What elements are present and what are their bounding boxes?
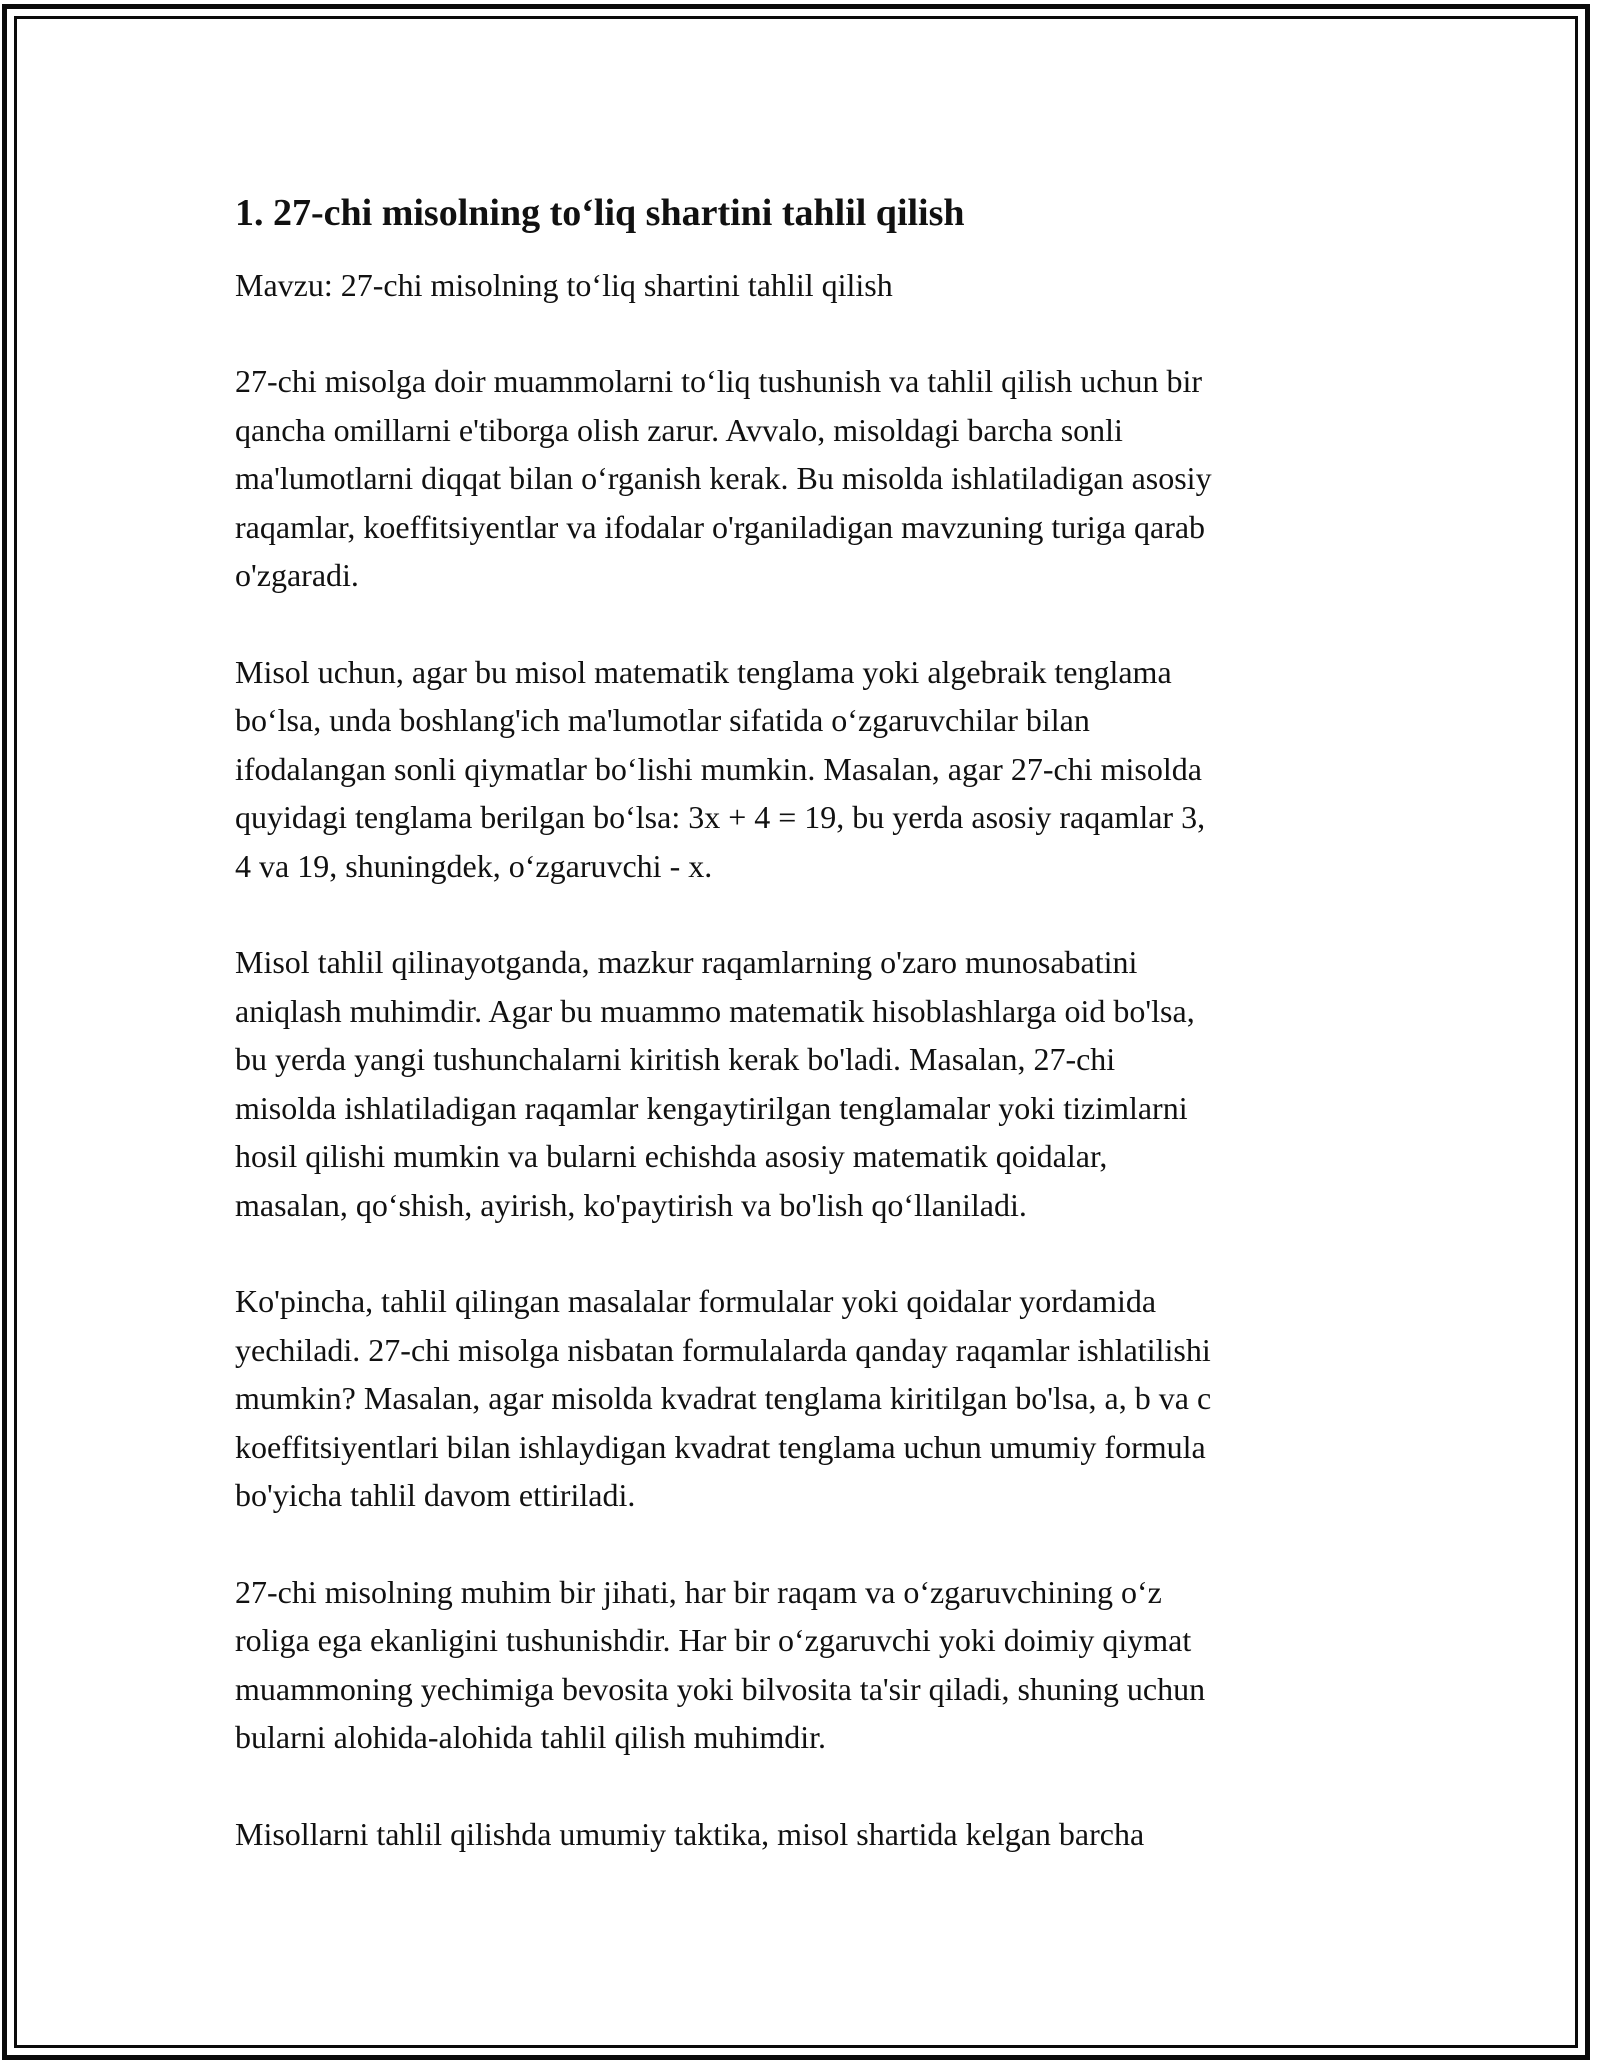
paragraph	[235, 648, 1365, 891]
paragraph-line: 4 va 19, shuningdek, o‘zgaruvchi - x.	[235, 847, 713, 884]
paragraph-line: Ko'pincha, tahlil qilingan masalalar formulalar yoki qoidalar yordamida	[235, 1283, 1157, 1319]
paragraph-line: hosil qilishi mumkin va bularni echishda asosiy matematik qoidalar,	[235, 1138, 1108, 1174]
paragraph-line: 27-chi misolning muhim bir jihati, har bir raqam va o‘zgaruvchining o‘z	[235, 1573, 1162, 1610]
section-heading: 1. 27-chi misolning to‘liq shartini tahlil qilish	[235, 192, 965, 234]
paragraph-line: bo‘lsa, unda boshlang'ich ma'lumotlar sifatida o‘zgaruvchilar bilan	[235, 702, 1090, 738]
paragraph-line: ifodalangan sonli qiymatlar bo‘lishi mumkin. Masalan, agar 27-chi misolda	[235, 750, 1202, 787]
paragraph-line: masalan, qo‘shish, ayirish, ko'paytirish va bo'lish qo‘llaniladi.	[235, 1186, 1027, 1223]
paragraph	[235, 1810, 1365, 1859]
paragraph-line: o'zgaradi.	[235, 557, 359, 593]
paragraph-line: bularni alohida-alohida tahlil qilish muhimdir.	[235, 1719, 827, 1755]
paragraph-line: roliga ega ekanligini tushunishdir. Har bir o‘zgaruvchi yoki doimiy qiymat	[235, 1622, 1192, 1658]
paragraph-line: misolda ishlatiladigan raqamlar kengaytirilgan tenglamalar yoki tizimlarni	[235, 1089, 1188, 1126]
paragraph-line: yechiladi. 27-chi misolga nisbatan formulalarda qanday raqamlar ishlatilishi	[235, 1331, 1211, 1368]
paragraphs-container	[235, 357, 1365, 1858]
paragraph-line: Misollarni tahlil qilishda umumiy taktika, misol shartida kelgan barcha	[235, 1815, 1145, 1852]
document-body	[235, 185, 1365, 1858]
paragraph-line: 27-chi misolga doir muammolarni to‘liq tushunish va tahlil qilish uchun bir	[235, 363, 1202, 399]
paragraph-line: ma'lumotlarni diqqat bilan o‘rganish kerak. Bu misolda ishlatiladigan asosiy	[235, 460, 1212, 496]
paragraph-line: quyidagi tenglama berilgan bo‘lsa: 3x + 4 = 19, bu yerda asosiy raqamlar 3,	[235, 799, 1206, 835]
paragraph-line: Misol uchun, agar bu misol matematik tenglama yoki algebraik tenglama	[235, 653, 1172, 690]
topic-line: Mavzu: 27-chi misolning to‘liq shartini tahlil qilish	[235, 267, 893, 303]
paragraph	[235, 1568, 1365, 1762]
paragraph-line: bu yerda yangi tushunchalarni kiritish kerak bo'ladi. Masalan, 27-chi	[235, 1041, 1116, 1077]
paragraph-line: aniqlash muhimdir. Agar bu muammo matematik hisoblashlarga oid bo'lsa,	[235, 992, 1195, 1029]
paragraph-line: muammoning yechimiga bevosita yoki bilvosita ta'sir qiladi, shuning uchun	[235, 1670, 1206, 1707]
paragraph-line: raqamlar, koeffitsiyentlar va ifodalar o'rganiladigan mavzuning turiga qarab	[235, 508, 1206, 545]
paragraph	[235, 938, 1365, 1229]
paragraph-line: bo'yicha tahlil davom ettiriladi.	[235, 1477, 636, 1513]
paragraph-line: qancha omillarni e'tiborga olish zarur. Avvalo, misoldagi barcha sonli	[235, 411, 1123, 448]
paragraph-line: koeffitsiyentlari bilan ishlaydigan kvadrat tenglama uchun umumiy formula	[235, 1428, 1206, 1465]
paragraph	[235, 357, 1365, 600]
paragraph-line: Misol tahlil qilinayotganda, mazkur raqamlarning o'zaro munosabatini	[235, 944, 1138, 980]
paragraph-line: mumkin? Masalan, agar misolda kvadrat tenglama kiritilgan bo'lsa, a, b va c	[235, 1380, 1212, 1416]
paragraph	[235, 1277, 1365, 1520]
